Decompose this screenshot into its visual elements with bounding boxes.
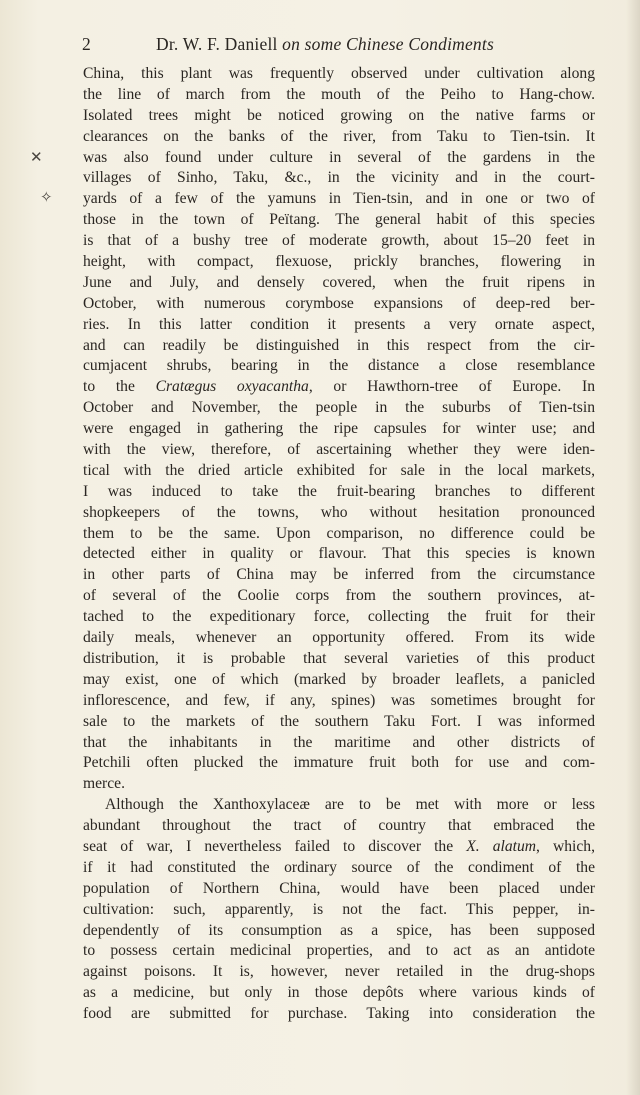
line-text: was also found under culture in several of the gardens in the: [83, 148, 595, 166]
text-line: [83, 503, 595, 524]
line-text: shopkeepers of the towns, who without hesitation pronounced: [83, 503, 595, 521]
line-text: October, with numerous corymbose expansions of deep-red ber-: [83, 294, 595, 312]
text-line: [83, 189, 595, 210]
line-text: that the inhabitants in the maritime and other districts of: [83, 733, 595, 751]
line-text: the line of march from the mouth of the Peiho to Hang-chow.: [83, 85, 595, 103]
text-line: [83, 419, 595, 440]
text-line: [83, 733, 595, 754]
text-line: [83, 816, 595, 837]
text-line: [83, 398, 595, 419]
text-line: [83, 461, 595, 482]
line-text: Isolated trees might be noticed growing on the native farms or: [83, 106, 595, 124]
page-edge-shadow: [626, 0, 640, 1095]
line-text: food are submitted for purchase. Taking into consideration the: [83, 1005, 595, 1023]
text-line: [83, 774, 595, 795]
text-line: [83, 482, 595, 503]
margin-mark: ✕: [30, 150, 43, 166]
text-line: [83, 64, 595, 85]
text-line: [83, 586, 595, 607]
line-text: with the view, therefore, of ascertaining whether they were iden-: [83, 441, 595, 459]
line-text: is that of a bushy tree of moderate growth, about 15–20 feet in: [83, 232, 595, 250]
text-line: [83, 148, 595, 169]
text-line: [83, 315, 595, 336]
line-text-after: , or Hawthorn-tree of Europe. In: [308, 378, 595, 396]
line-text: inflorescence, and few, if any, spines) was sometimes brought for: [83, 691, 595, 709]
line-text: villages of Sinho, Taku, &c., in the vicinity and in the court-: [83, 169, 595, 187]
line-text: merce.: [83, 775, 125, 793]
text-line: [83, 210, 595, 231]
line-text: ries. In this latter condition it presents a very ornate aspect,: [83, 315, 595, 333]
text-line: [83, 712, 595, 733]
text-line: [83, 670, 595, 691]
text-line: [83, 691, 595, 712]
line-text: yards of a few of the yamuns in Tien-tsin, and in one or two of: [83, 190, 595, 208]
text-line: [83, 1004, 595, 1025]
line-text: abundant throughout the tract of country that embraced the: [83, 817, 595, 835]
line-text: detected either in quality or flavour. That this species is known: [83, 545, 595, 563]
italic-term: X. alatum: [466, 837, 537, 855]
line-text: them to be the same. Upon comparison, no difference could be: [83, 524, 595, 542]
line-text: in other parts of China may be inferred from the circumstance: [83, 566, 595, 584]
running-head-author: Dr. W. F. Daniell: [156, 34, 278, 54]
running-head: [156, 34, 494, 55]
line-text: as a medicine, but only in those depôts where various kinds of: [83, 984, 595, 1002]
text-line: [83, 879, 595, 900]
line-text: cumjacent shrubs, bearing in the distance a close resemblance: [83, 357, 595, 375]
line-text: may exist, one of which (marked by broader leaflets, a panicled: [83, 670, 595, 688]
text-line: [83, 837, 595, 858]
line-text: October and November, the people in the suburbs of Tien-tsin: [83, 399, 595, 417]
running-header: [74, 34, 594, 60]
text-line: [83, 231, 595, 252]
text-line: [83, 983, 595, 1004]
line-text: seat of war, I nevertheless failed to discover the: [83, 837, 467, 855]
page-number: 2: [82, 34, 91, 54]
line-text: if it had constituted the ordinary source of the condiment of the: [83, 858, 595, 876]
line-text: dependently of its consumption as a spice, has been supposed: [83, 921, 595, 939]
text-line: [83, 294, 595, 315]
text-line: [83, 377, 595, 398]
running-head-title: on some Chinese Condiments: [282, 34, 494, 54]
text-line: [83, 273, 595, 294]
text-line: [83, 336, 595, 357]
line-text: were engaged in gathering the ripe capsules for winter use; and: [83, 420, 595, 438]
line-text: of several of the Coolie corps from the southern provinces, at-: [83, 587, 595, 605]
margin-mark: ✧: [40, 190, 53, 206]
line-text: Although the Xanthoxylaceæ are to be met with more or less: [105, 796, 595, 814]
text-line: [83, 85, 595, 106]
line-text: cultivation: such, apparently, is not the fact. This pepper, in-: [83, 900, 595, 918]
line-text: population of Northern China, would have been placed under: [83, 879, 595, 897]
text-line: [83, 628, 595, 649]
body-text: [83, 64, 595, 1025]
line-text: to possess certain medicinal properties, and to act as an antidote: [83, 942, 595, 960]
text-line: [83, 127, 595, 148]
text-line: [83, 252, 595, 273]
line-text-after: , which,: [536, 837, 595, 855]
text-line: [83, 921, 595, 942]
text-line: [83, 440, 595, 461]
text-line: [83, 106, 595, 127]
text-line: [83, 649, 595, 670]
text-line: [83, 544, 595, 565]
line-text: tached to the expeditionary force, collecting the fruit for their: [83, 608, 595, 626]
text-line: [83, 607, 595, 628]
text-line: [83, 941, 595, 962]
text-line: [83, 900, 595, 921]
line-text: distribution, it is probable that several varieties of this product: [83, 649, 595, 667]
line-text: those in the town of Peïtang. The general habit of this species: [83, 211, 595, 229]
line-text: against poisons. It is, however, never retailed in the drug-shops: [83, 963, 595, 981]
line-text: clearances on the banks of the river, from Taku to Tien-tsin. It: [83, 127, 595, 145]
text-line: [83, 962, 595, 983]
line-text: Petchili often plucked the immature fruit both for use and com-: [83, 754, 595, 772]
text-line: [83, 168, 595, 189]
text-line: [83, 858, 595, 879]
line-text: daily meals, whenever an opportunity offered. From its wide: [83, 629, 595, 647]
text-line: [83, 753, 595, 774]
text-line: [83, 356, 595, 377]
line-text: June and July, and densely covered, when the fruit ripens in: [83, 273, 595, 291]
line-text: and can readily be distinguished in this respect from the cir-: [83, 336, 595, 354]
text-line: [83, 795, 595, 816]
line-text: China, this plant was frequently observed under cultivation along: [83, 65, 595, 82]
line-text: I was induced to take the fruit-bearing branches to different: [83, 482, 595, 500]
line-text: sale to the markets of the southern Taku Fort. I was informed: [83, 712, 595, 730]
line-text: tical with the dried article exhibited for sale in the local markets,: [83, 461, 595, 479]
line-text: to the: [83, 378, 156, 396]
text-line: [83, 565, 595, 586]
italic-term: Cratægus oxyacantha: [155, 378, 309, 396]
line-text: height, with compact, flexuose, prickly branches, flowering in: [83, 253, 595, 271]
text-line: [83, 524, 595, 545]
